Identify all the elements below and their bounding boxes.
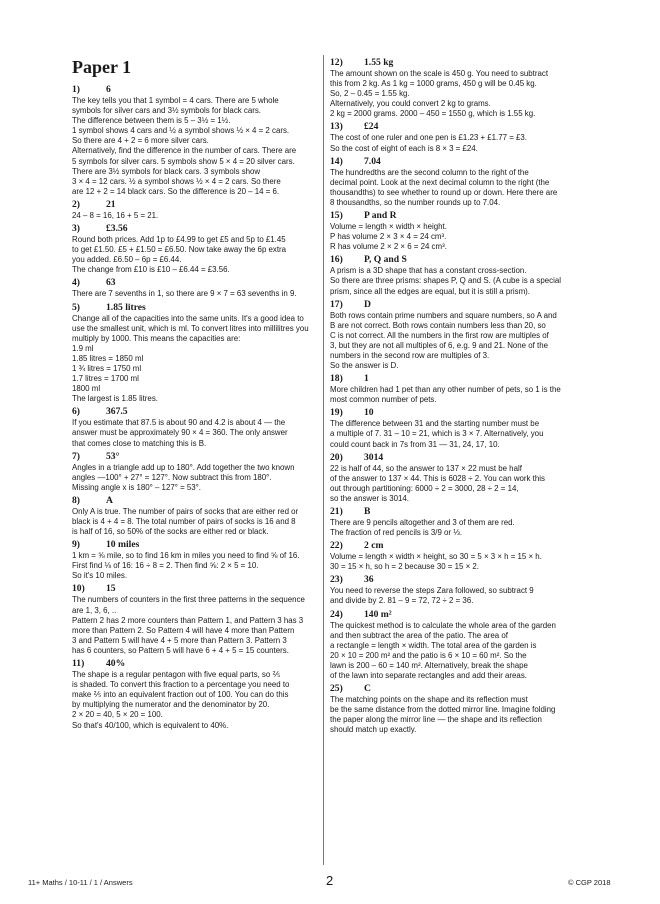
explanation-line: The amount shown on the scale is 450 g. You need to subtract xyxy=(330,69,549,78)
explanation-line: There are 9 pencils altogether and 3 of them are red. xyxy=(330,518,515,527)
explanation-line: use the smallest unit, which is ml. To convert litres into millilitres you xyxy=(72,323,309,333)
explanation-line: The change from £10 is £10 – £6.44 = £3.56. xyxy=(72,265,230,275)
explanation-line: by multiplying the numerator and the denominator by 20. xyxy=(72,700,270,710)
question-heading xyxy=(72,84,316,96)
question-heading xyxy=(72,199,316,211)
explanation-line: are 12 + 2 = 14 black cars. So the difference is 20 – 14 = 6. xyxy=(72,186,280,196)
question-number: 1) xyxy=(72,84,80,95)
explanation-line: Angles in a triangle add up to 180°. Add together the two known xyxy=(72,462,295,472)
question-number: 18) xyxy=(330,373,343,385)
answer-block xyxy=(330,452,586,504)
question-number: 2) xyxy=(72,198,80,210)
explanation-line: 8 thousandths, so the number rounds up to 7.04. xyxy=(330,197,501,207)
explanation-line: 1.9 ml xyxy=(72,343,94,353)
question-number: 4) xyxy=(72,277,80,289)
question-heading xyxy=(330,609,586,621)
question-answer: 1 xyxy=(364,373,369,385)
explanation-line: C is not correct. All the numbers in the first row are multiples of xyxy=(330,330,549,340)
explanation-line: The cost of one ruler and one pen is £1.23 + £1.77 = £3. xyxy=(330,133,527,143)
answer-block xyxy=(330,683,586,735)
explanation-line: You need to reverse the steps Zara followed, so subtract 9 xyxy=(330,586,534,596)
answer-block xyxy=(330,574,586,606)
explanation-line: More children had 1 pet than any other number of pets, so 1 is the xyxy=(330,385,561,395)
question-heading xyxy=(330,506,586,518)
explanation-line: symbols for silver cars and 3½ symbols for black cars. xyxy=(72,106,261,116)
question-heading xyxy=(72,539,316,551)
explanation-line: A prism is a 3D shape that has a constant cross-section. xyxy=(330,266,527,276)
page-title: Paper 1 xyxy=(72,57,132,77)
explanation-line: make ⅖ into an equivalent fraction out of 100. You can do this xyxy=(72,690,289,700)
explanation-line: The shape is a regular pentagon with five equal parts, so ⅖ xyxy=(72,670,281,680)
question-answer: 1.85 litres xyxy=(106,301,146,313)
question-answer: 40% xyxy=(106,658,126,670)
question-heading xyxy=(72,406,316,418)
question-heading xyxy=(330,683,586,695)
explanation-line: numbers in the second row are multiples of 3. xyxy=(330,350,490,360)
explanation-line: Volume = length × width × height. xyxy=(330,222,447,232)
explanation-line: R has volume 2 × 2 × 6 = 24 cm³. xyxy=(330,242,447,252)
question-number: 3) xyxy=(72,223,80,235)
explanation-line: If you estimate that 87.5 is about 90 and 4.2 is about 4 — the xyxy=(72,418,286,428)
question-heading xyxy=(330,407,586,419)
answer-block xyxy=(330,57,586,119)
explanation-line: 1 ¾ litres = 1750 ml xyxy=(72,363,142,373)
question-heading xyxy=(72,223,316,235)
question-answer: 7.04 xyxy=(364,155,381,167)
question-heading xyxy=(330,299,586,311)
answer-block xyxy=(72,277,316,299)
question-heading xyxy=(330,373,586,385)
explanation-line: So there are three prisms: shapes P, Q and S. (A cube is a special xyxy=(330,276,561,286)
explanation-line: is shaded. To convert this fraction to a percentage you need to xyxy=(72,680,290,690)
explanation-line: The largest is 1.85 litres. xyxy=(72,394,158,404)
explanation-line: There are 3½ symbols for black cars. 3 symbols show xyxy=(72,166,261,176)
question-heading xyxy=(330,254,586,266)
explanation-line: So, 2 – 0.45 = 1.55 kg. xyxy=(330,89,410,99)
answer-block xyxy=(330,373,586,405)
explanation-line: is half of 16, so 50% of the socks are either red or black. xyxy=(72,527,269,537)
explanation-line: 2 kg = 2000 grams. 2000 – 450 = 1550 g, which is 1.55 kg. xyxy=(330,109,536,119)
explanation-line: could count back in 7s from 31 — 31, 24, 17, 10. xyxy=(330,439,500,449)
question-heading xyxy=(72,277,316,289)
explanation-line: Both rows contain prime numbers and square numbers, so A and xyxy=(330,310,557,320)
explanation-line: The hundredths are the second column to the right of the xyxy=(330,167,529,177)
question-answer: P and R xyxy=(364,210,397,222)
question-heading xyxy=(330,452,586,464)
question-answer: 2 cm xyxy=(364,540,384,552)
question-heading xyxy=(330,121,586,133)
question-number: 21) xyxy=(330,506,343,517)
question-number: 17) xyxy=(330,298,343,310)
answer-block xyxy=(330,121,586,153)
explanation-line: So the cost of eight of each is 8 × 3 = £24. xyxy=(330,143,478,153)
explanation-line: Alternatively, find the difference in the number of cars. There are xyxy=(72,146,297,156)
question-answer: £24 xyxy=(364,121,379,133)
question-heading xyxy=(330,210,586,222)
explanation-line: 22 is half of 44, so the answer to 137 × 22 must be half xyxy=(330,463,522,473)
question-number: 19) xyxy=(330,407,343,419)
question-number: 6) xyxy=(72,406,80,418)
explanation-line: of the answer to 137 × 44. This is 6028 ÷ 2. You can work this xyxy=(330,473,545,483)
explanation-line: 1.7 litres = 1700 ml xyxy=(72,374,139,384)
question-heading xyxy=(330,57,586,69)
explanation-line: to get £1.50. £5 + £1.50 = £6.50. Now take away the 6p extra xyxy=(72,245,287,255)
question-number: 8) xyxy=(72,494,80,506)
explanation-line: multiply by 1000. This means the capacities are: xyxy=(72,333,241,343)
explanation-line: The numbers of counters in the first three patterns in the sequence xyxy=(72,595,305,605)
question-answer: D xyxy=(364,298,371,310)
explanation-line: thousandths) to see whether to round up or down. Here there are xyxy=(330,187,558,197)
answer-block xyxy=(72,223,316,275)
explanation-line: The key tells you that 1 symbol = 4 cars. There are 5 whole xyxy=(72,96,279,105)
right-column xyxy=(330,55,586,737)
explanation-line: has 6 counters, so Pattern 5 will have 6 + 4 + 5 = 15 counters. xyxy=(72,645,289,655)
question-answer: 15 xyxy=(106,583,116,595)
question-heading xyxy=(330,156,586,168)
answer-block xyxy=(72,406,316,448)
explanation-line: of the lawn into separate rectangles and add their areas. xyxy=(330,671,527,681)
answer-block xyxy=(72,495,316,537)
question-answer: 6 xyxy=(106,84,111,95)
question-number: 25) xyxy=(330,683,343,695)
question-answer: 21 xyxy=(106,198,116,210)
answer-block xyxy=(330,540,586,572)
explanation-line: so the answer is 3014. xyxy=(330,493,409,503)
question-answer: £3.56 xyxy=(106,223,128,235)
explanation-line: a rectangle = length × width. The total area of the garden is xyxy=(330,640,537,650)
question-number: 5) xyxy=(72,301,80,313)
explanation-line: 20 × 10 = 200 m² and the patio is 6 × 10 = 60 m². So the xyxy=(330,650,527,660)
answer-block xyxy=(330,407,586,449)
explanation-line: So there are 4 + 2 = 6 more silver cars. xyxy=(72,136,209,146)
answer-block xyxy=(330,156,586,208)
question-number: 15) xyxy=(330,210,343,222)
answer-block xyxy=(330,299,586,372)
question-number: 9) xyxy=(72,539,80,551)
explanation-line: So the answer is D. xyxy=(330,361,399,371)
explanation-line: lawn is 200 – 60 = 140 m². Alternatively, break the shape xyxy=(330,660,528,670)
question-number: 22) xyxy=(330,540,343,552)
explanation-line: Only A is true. The number of pairs of socks that are either red or xyxy=(72,506,299,516)
question-answer: C xyxy=(364,683,371,695)
explanation-line: Change all of the capacities into the same units. It's a good idea to xyxy=(72,313,304,323)
question-answer: 53° xyxy=(106,450,120,462)
question-answer: P, Q and S xyxy=(364,254,407,266)
question-heading xyxy=(72,658,316,670)
question-number: 10) xyxy=(72,583,85,595)
answer-block xyxy=(72,302,316,405)
answer-block xyxy=(72,199,316,221)
question-answer: 10 miles xyxy=(106,539,140,551)
question-heading xyxy=(72,583,316,595)
explanation-line: 3, but they are not all multiples of 6, e.g. 9 and 21. None of the xyxy=(330,340,549,350)
question-answer: B xyxy=(364,506,371,517)
question-heading xyxy=(72,495,316,507)
explanation-line: First find ⅛ of 16: 16 ÷ 8 = 2. Then find ⅝: 2 × 5 = 10. xyxy=(72,561,259,571)
explanation-line: The matching points on the shape and its reflection must xyxy=(330,695,528,705)
question-answer: 367.5 xyxy=(106,406,128,418)
question-answer: 10 xyxy=(364,407,374,419)
explanation-line: 3 × 4 = 12 cars. ½ a symbol shows ½ × 4 = 2 cars. So there xyxy=(72,176,281,186)
explanation-line: most common number of pets. xyxy=(330,395,437,405)
explanation-line: that comes close to matching this is B. xyxy=(72,438,207,448)
explanation-line: Missing angle x is 180° – 127° = 53°. xyxy=(72,482,201,492)
explanation-line: The difference between 31 and the starting number must be xyxy=(330,419,540,429)
explanation-line: Round both prices. Add 1p to £4.99 to get £5 and 5p to £1.45 xyxy=(72,235,286,245)
question-number: 20) xyxy=(330,451,343,463)
question-answer: 63 xyxy=(106,277,116,289)
explanation-line: 1.85 litres = 1850 ml xyxy=(72,353,144,363)
explanation-line: a multiple of 7. 31 – 10 = 21, which is 3 × 7. Alternatively, you xyxy=(330,429,544,439)
question-number: 24) xyxy=(330,608,343,620)
explanation-line: are 1, 3, 6, .. xyxy=(72,605,117,615)
explanation-line: black is 4 + 4 = 8. The total number of pairs of socks is 16 and 8 xyxy=(72,517,296,526)
question-number: 14) xyxy=(330,155,343,167)
explanation-line: the paper along the mirror line — the shape and its reflection xyxy=(330,715,542,725)
question-answer: 3014 xyxy=(364,451,384,463)
answer-block xyxy=(330,210,586,252)
question-number: 13) xyxy=(330,121,343,133)
question-answer: 1.55 kg xyxy=(364,57,394,68)
answer-block xyxy=(330,609,586,682)
explanation-line: P has volume 2 × 3 × 4 = 24 cm³. xyxy=(330,232,447,242)
question-heading xyxy=(330,540,586,552)
explanation-line: 24 – 8 = 16, 16 + 5 = 21. xyxy=(72,210,159,220)
explanation-line: 1800 ml xyxy=(72,384,101,394)
explanation-line: and divide by 2. 81 – 9 = 72, 72 ÷ 2 = 36. xyxy=(330,596,474,606)
page-number: 2 xyxy=(326,873,334,888)
explanation-line: more than Pattern 2. So Pattern 4 will have 4 more than Pattern xyxy=(72,625,295,635)
explanation-line: Pattern 2 has 2 more counters than Pattern 1, and Pattern 3 has 3 xyxy=(72,615,304,625)
answer-block xyxy=(330,254,586,296)
explanation-line: Alternatively, you could convert 2 kg to grams. xyxy=(330,99,491,109)
answer-block xyxy=(72,451,316,493)
explanation-line: Volume = length × width × height, so 30 = 5 × 3 × h = 15 × h. xyxy=(330,552,542,562)
explanation-line: this from 2 kg. As 1 kg = 1000 grams, 450 g will be 0.45 kg. xyxy=(330,79,537,89)
explanation-line: The quickest method is to calculate the whole area of the garden xyxy=(330,620,556,630)
answer-block xyxy=(72,84,316,197)
explanation-line: out through partitioning: 6000 ÷ 2 = 3000, 28 ÷ 2 = 14, xyxy=(330,483,519,493)
explanation-line: There are 7 sevenths in 1, so there are 9 × 7 = 63 sevenths in 9. xyxy=(72,289,297,299)
question-answer: 140 m² xyxy=(364,608,392,620)
explanation-line: should match up exactly. xyxy=(330,725,417,735)
question-answer: A xyxy=(106,494,113,506)
footer-copyright: © CGP 2018 xyxy=(568,878,611,887)
explanation-line: So that's 40/100, which is equivalent to 40%. xyxy=(72,720,229,730)
explanation-line: The difference between them is 5 – 3½ = 1½. xyxy=(72,116,231,126)
left-column xyxy=(72,55,316,732)
answer-block xyxy=(72,539,316,581)
explanation-line: 1 symbol shows 4 cars and ½ a symbol shows ½ × 4 = 2 cars. xyxy=(72,126,290,136)
column-divider xyxy=(323,55,324,865)
question-number: 7) xyxy=(72,450,80,462)
explanation-line: The fraction of red pencils is 3/9 or ⅓. xyxy=(330,528,463,538)
explanation-line: and then subtract the area of the patio. The area of xyxy=(330,630,508,640)
explanation-line: angles —100° + 27° = 127°. Now subtract this from 180°. xyxy=(72,472,272,482)
explanation-line: So it's 10 miles. xyxy=(72,571,128,581)
explanation-line: 1 km = ⅝ mile, so to find 16 km in miles you need to find ⅝ of 16. xyxy=(72,551,300,561)
explanation-line: you added. £6.50 – 6p = £6.44. xyxy=(72,255,182,265)
question-number: 16) xyxy=(330,254,343,266)
explanation-line: prism, since all the edges are equal, but it is still a prism). xyxy=(330,286,530,296)
question-number: 12) xyxy=(330,57,343,68)
explanation-line: 30 = 15 × h, so h = 2 because 30 = 15 × 2. xyxy=(330,562,479,572)
question-heading xyxy=(72,302,316,314)
explanation-line: 3 and Pattern 5 will have 4 + 5 more than Pattern 3. Pattern 3 xyxy=(72,635,287,645)
explanation-line: 2 × 20 = 40, 5 × 20 = 100. xyxy=(72,710,163,720)
answer-block xyxy=(72,583,316,656)
explanation-line: 5 symbols for silver cars. 5 symbols show 5 × 4 = 20 silver cars. xyxy=(72,156,295,166)
answer-block xyxy=(330,506,586,538)
question-heading xyxy=(72,451,316,463)
question-number: 23) xyxy=(330,574,343,586)
question-number: 11) xyxy=(72,658,85,670)
explanation-line: decimal point. Look at the next decimal column to the right (the xyxy=(330,177,550,187)
question-heading xyxy=(330,574,586,586)
question-answer: 36 xyxy=(364,574,374,586)
explanation-line: be the same distance from the dotted mirror line. Imagine folding xyxy=(330,705,556,715)
answer-block xyxy=(72,658,316,731)
footer-left: 11+ Maths / 10-11 / 1 / Answers xyxy=(28,878,133,887)
explanation-line: answer must be approximately 90 × 4 = 360. The only answer xyxy=(72,428,288,438)
explanation-line: B are not correct. Both rows contain numbers less than 20, so xyxy=(330,320,546,330)
